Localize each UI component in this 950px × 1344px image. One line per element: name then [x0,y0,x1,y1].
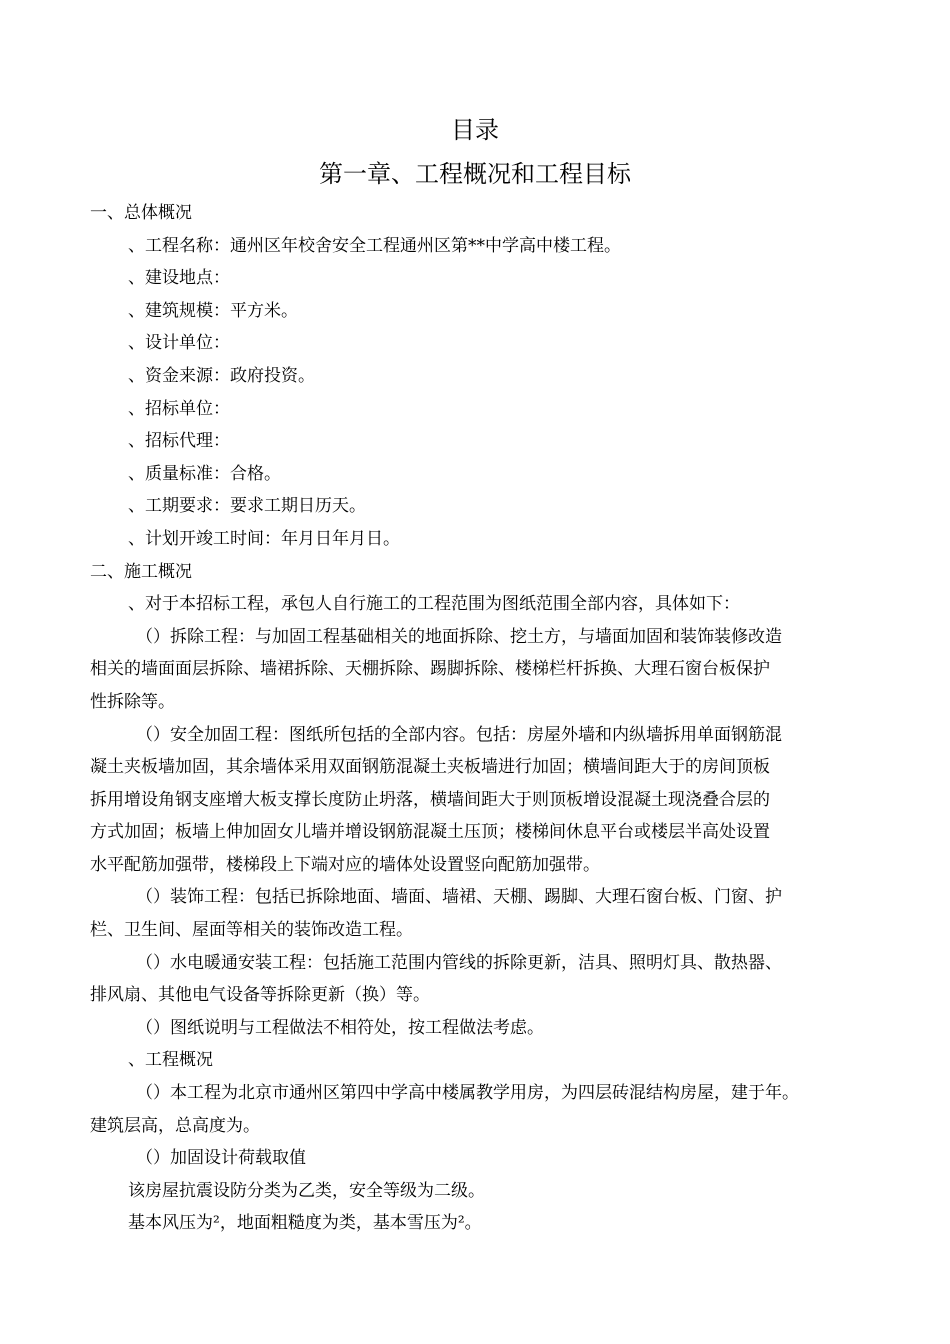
text-line: 、建设地点： [128,268,230,289]
text-line: 、工程名称：通州区年校舍安全工程通州区第**中学高中楼工程。 [128,235,621,256]
text-line: 、对于本招标工程，承包人自行施工的工程范围为图纸范围全部内容，具体如下： [128,594,740,615]
text-line: 凝土夹板墙加固，其余墙体采用双面钢筋混凝土夹板墙进行加固；横墙间距大于的房间顶板 [90,757,770,778]
text-line: 水平配筋加强带，楼梯段上下端对应的墙体处设置竖向配筋加强带。 [90,854,600,875]
text-line: 排风扇、其他电气设备等拆除更新（换）等。 [90,985,430,1006]
text-line: 、资金来源：政府投资。 [128,365,315,386]
toc-title: 目录 [451,116,499,144]
text-line: 、工期要求：要求工期日历天。 [128,496,366,517]
text-line: 、质量标准：合格。 [128,463,281,484]
text-line: （）本工程为北京市通州区第四中学高中楼属教学用房，为四层砖混结构房屋，建于年。 [136,1083,799,1104]
text-line: 基本风压为²，地面粗糙度为类，基本雪压为²。 [128,1213,482,1234]
text-line: 该房屋抗震设防分类为乙类，安全等级为二级。 [128,1180,485,1201]
text-line: 拆用增设角钢支座增大板支撑长度防止坍落，横墙间距大于则顶板增设混凝土现浇叠合层的 [90,789,770,810]
text-line: （）拆除工程：与加固工程基础相关的地面拆除、挖土方，与墙面加固和装饰装修改造 [136,626,782,647]
text-line: 、工程概况 [128,1050,213,1071]
chapter-title: 第一章、工程概况和工程目标 [319,160,631,188]
text-line: 、设计单位： [128,333,230,354]
text-line: （）水电暖通安装工程：包括施工范围内管线的拆除更新，洁具、照明灯具、散热器、 [136,952,782,973]
document-body [90,197,870,1240]
text-line: 性拆除等。 [90,691,175,712]
text-line: 、计划开竣工时间：年月日年月日。 [128,528,400,549]
text-line: 、招标代理： [128,431,230,452]
text-line: 方式加固；板墙上伸加固女儿墙并增设钢筋混凝土压顶；楼梯间休息平台或楼层半高处设置 [90,822,770,843]
text-line: 二、施工概况 [90,561,192,582]
text-line: （）安全加固工程：图纸所包括的全部内容。包括：房屋外墙和内纵墙拆用单面钢筋混 [136,724,782,745]
text-line: （）装饰工程：包括已拆除地面、墙面、墙裙、天棚、踢脚、大理石窗台板、门窗、护 [136,887,782,908]
text-line: 、建筑规模：平方米。 [128,300,298,321]
text-line: （）加固设计荷载取值 [136,1148,306,1169]
text-line: 相关的墙面面层拆除、墙裙拆除、天棚拆除、踢脚拆除、楼梯栏杆拆换、大理石窗台板保护 [90,659,770,680]
text-line: 栏、卫生间、屋面等相关的装饰改造工程。 [90,920,413,941]
text-line: 一、总体概况 [90,203,192,223]
text-line: （）图纸说明与工程做法不相符处，按工程做法考虑。 [136,1017,544,1038]
text-line: 建筑层高，总高度为。 [90,1115,260,1136]
text-line: 、招标单位： [128,398,230,419]
